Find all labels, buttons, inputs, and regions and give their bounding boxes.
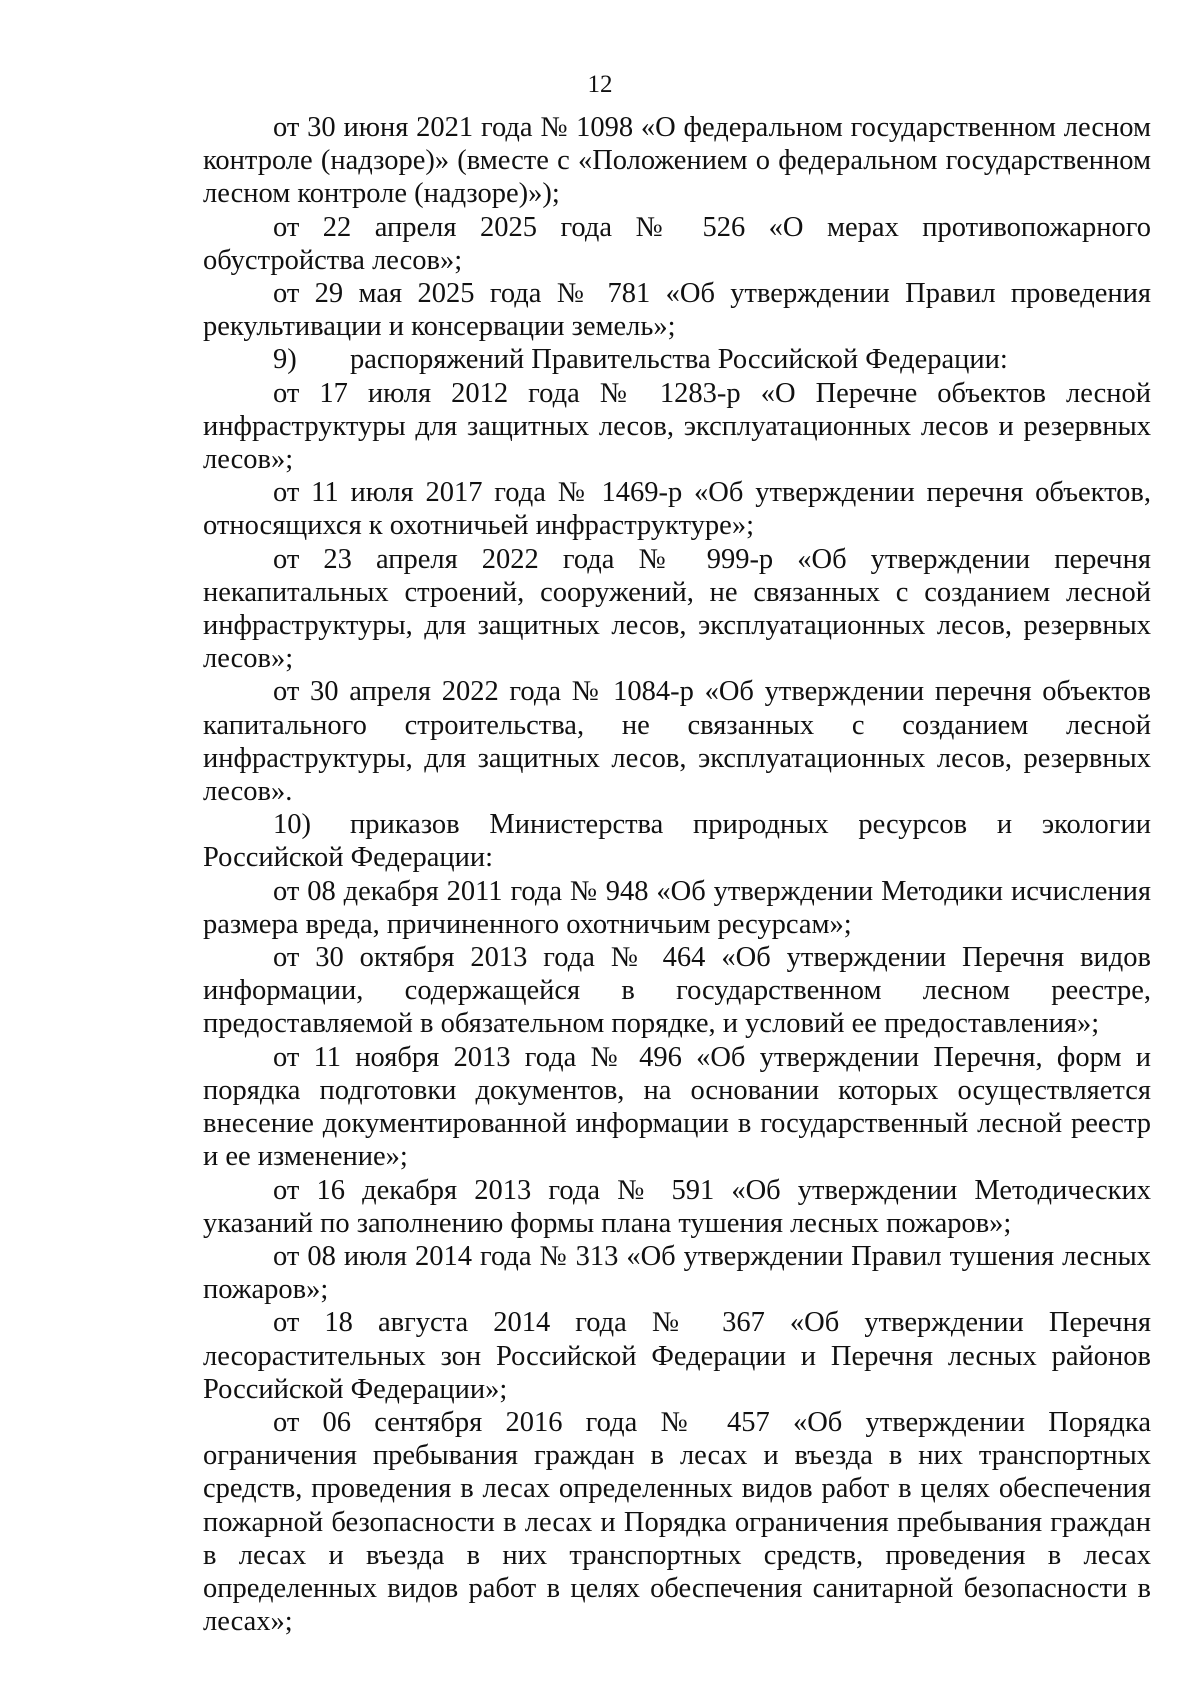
paragraph: от 08 декабря 2011 года № 948 «Об утверждении Методики исчисления размера вреда, причиненного охотничьим ресурсам»; <box>203 875 1151 940</box>
list-item-10 <box>203 808 1151 841</box>
paragraph: от 08 июля 2014 года № 313 «Об утверждении Правил тушения лесных пожаров»; <box>203 1240 1151 1306</box>
paragraph: от 11 ноября 2013 года № 496 «Об утверждении Перечня, форм и порядка подготовки документов, на основании которых осуществляется внесение документированной информации в государственный лесной реестр и ее изменение»; <box>203 1041 1151 1173</box>
list-item-number: 10) <box>273 809 311 841</box>
list-item-text: приказов Министерства природных ресурсов и экологии <box>350 809 1151 841</box>
paragraph: от 23 апреля 2022 года № 999-р «Об утверждении перечня некапитальных строений, сооружений, не связанных с созданием лесной инфраструктуры, для защитных лесов, эксплуатационных лесов, резервных лесов»; <box>203 543 1151 675</box>
list-item-number: 9) <box>273 344 297 376</box>
list-item-text: распоряжений Правительства Российской Федерации: <box>350 344 1008 376</box>
paragraph: от 29 мая 2025 года № 781 «Об утверждении Правил проведения рекультивации и консервации земель»; <box>203 278 1151 343</box>
document-body <box>203 111 1151 1638</box>
list-item-9 <box>203 343 1151 376</box>
paragraph: от 30 октября 2013 года № 464 «Об утверждении Перечня видов информации, содержащейся в государственном лесном реестре, предоставляемой в обязательном порядке, и условий ее предоставления»; <box>203 942 1151 1040</box>
paragraph: от 16 декабря 2013 года № 591 «Об утверждении Методических указаний по заполнению формы плана тушения лесных пожаров»; <box>203 1174 1151 1239</box>
paragraph: от 18 августа 2014 года № 367 «Об утверждении Перечня лесорастительных зон Российской Федерации и Перечня лесных районов Российской Федерации»; <box>203 1307 1151 1405</box>
paragraph: от 30 апреля 2022 года № 1084-р «Об утверждении перечня объектов капитального строительства, не связанных с созданием лесной инфраструктуры, для защитных лесов, эксплуатационных лесов, резервных лесов». <box>203 676 1151 808</box>
paragraph: от 30 июня 2021 года № 1098 «О федеральном государственном лесном контроле (надзоре)» (вместе с «Положением о федеральном государственном лесном контроле (надзоре)»); <box>203 112 1151 210</box>
paragraph: от 11 июля 2017 года № 1469-р «Об утверждении перечня объектов, относящихся к охотничьей инфраструктуре»; <box>203 477 1151 542</box>
paragraph: от 17 июля 2012 года № 1283-р «О Перечне объектов лесной инфраструктуры для защитных лесов, эксплуатационных лесов и резервных лесов»; <box>203 377 1151 476</box>
paragraph: от 06 сентября 2016 года № 457 «Об утверждении Порядка ограничения пребывания граждан в лесах и въезда в них транспортных средств, проведения в лесах определенных видов работ в целях обеспечения пожарной безопасности в лесах и Порядка ограничения пребывания граждан в лесах и въезда в них транспортных средств, проведения в лесах определенных видов работ в целях обеспечения санитарной безопасности в лесах»; <box>203 1406 1151 1638</box>
page-number: 12 <box>587 71 613 98</box>
paragraph: от 22 апреля 2025 года № 526 «О мерах противопожарного обустройства лесов»; <box>203 211 1151 276</box>
paragraph-continuation: Российской Федерации: <box>203 842 494 874</box>
